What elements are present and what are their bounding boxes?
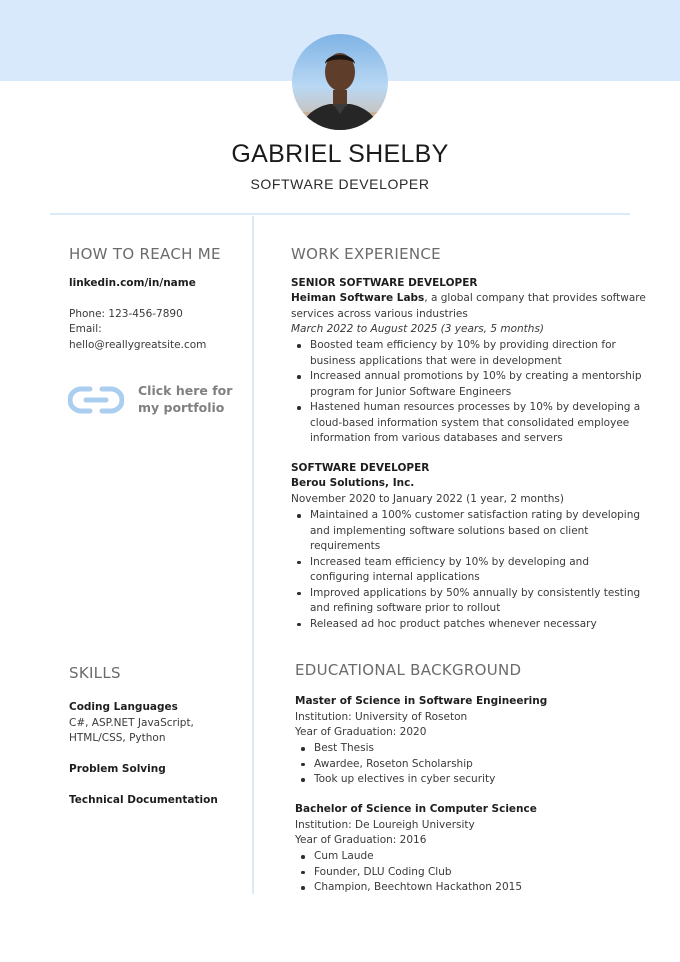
candidate-name: GABRIEL SHELBY xyxy=(231,140,449,168)
graduation-year: Year of Graduation: 2020 xyxy=(295,726,427,738)
linkedin-link[interactable]: linkedin.com/in/name xyxy=(69,277,196,289)
bullet-item: Boosted team efficiency by 10% by providing direction for business applications that were in development xyxy=(291,338,642,369)
graduation-year: Year of Graduation: 2016 xyxy=(295,834,427,846)
job-bullets xyxy=(291,338,642,447)
bullet-item: Cum Laude xyxy=(295,849,522,865)
education-heading: EDUCATIONAL BACKGROUND xyxy=(295,661,522,679)
phone-text: Phone: 123-456-7890 xyxy=(69,308,183,320)
skill-title: Technical Documentation xyxy=(69,794,218,806)
link-icon[interactable] xyxy=(68,385,124,415)
job-dates: March 2022 to August 2025 (3 years, 5 months) xyxy=(291,323,545,335)
job-bullets xyxy=(291,508,640,632)
portfolio-link-line-2: my portfolio xyxy=(138,399,225,415)
job-dates: November 2020 to January 2022 (1 year, 2 months) xyxy=(291,493,564,505)
bullet-item: Increased annual promotions by 10% by creating a mentorship program for Junior Software Engineers xyxy=(291,369,642,400)
skill-detail: HTML/CSS, Python xyxy=(69,732,166,744)
bullet-item: Hastened human resources processes by 10% by developing a cloud-based information system that consolidated employee information from various databases and servers xyxy=(291,400,642,447)
degree-title: Master of Science in Software Engineering xyxy=(295,695,548,707)
email-label: Email: xyxy=(69,323,102,335)
header-divider xyxy=(50,213,630,215)
bullet-item: Maintained a 100% customer satisfaction rating by developing and implementing software solutions based on client requirements xyxy=(291,508,640,555)
email-link[interactable]: hello@reallygreatsite.com xyxy=(69,339,207,351)
contact-heading: HOW TO REACH ME xyxy=(69,245,221,263)
skills-heading: SKILLS xyxy=(69,664,121,682)
job-title: SOFTWARE DEVELOPER xyxy=(291,462,430,474)
candidate-title: SOFTWARE DEVELOPER xyxy=(250,176,430,192)
institution: Institution: University of Roseton xyxy=(295,711,468,723)
bullet-item: Increased team efficiency by 10% by developing and configuring internal applications xyxy=(291,555,640,586)
bullet-item: Released ad hoc product patches whenever necessary xyxy=(291,617,640,633)
company-name: Heiman Software Labs xyxy=(291,292,425,304)
bullet-item: Improved applications by 50% annually by consistently testing and refining software prior to rollout xyxy=(291,586,640,617)
degree-title: Bachelor of Science in Computer Science xyxy=(295,803,537,815)
bullet-item: Awardee, Roseton Scholarship xyxy=(295,757,495,773)
bullet-item: Founder, DLU Coding Club xyxy=(295,865,522,881)
skill-title: Problem Solving xyxy=(69,763,166,775)
bullet-item: Champion, Beechtown Hackathon 2015 xyxy=(295,880,522,896)
portfolio-link[interactable] xyxy=(138,383,232,416)
skill-detail: C#, ASP.NET JavaScript, xyxy=(69,717,194,729)
job-title: SENIOR SOFTWARE DEVELOPER xyxy=(291,277,478,289)
degree-bullets xyxy=(295,849,522,896)
company-name: Berou Solutions, Inc. xyxy=(291,477,415,489)
portfolio-link-line-1: Click here for xyxy=(138,383,233,398)
bullet-item: Best Thesis xyxy=(295,741,495,757)
institution: Institution: De Loureigh University xyxy=(295,819,475,831)
company-description: , a global company that provides software xyxy=(424,292,646,304)
column-divider xyxy=(252,216,254,894)
job-company xyxy=(291,291,646,307)
work-heading: WORK EXPERIENCE xyxy=(291,245,441,263)
bullet-item: Took up electives in cyber security xyxy=(295,772,495,788)
skill-title: Coding Languages xyxy=(69,701,178,713)
profile-photo xyxy=(292,34,388,130)
degree-bullets xyxy=(295,741,495,788)
company-description: services across various industries xyxy=(291,308,468,320)
